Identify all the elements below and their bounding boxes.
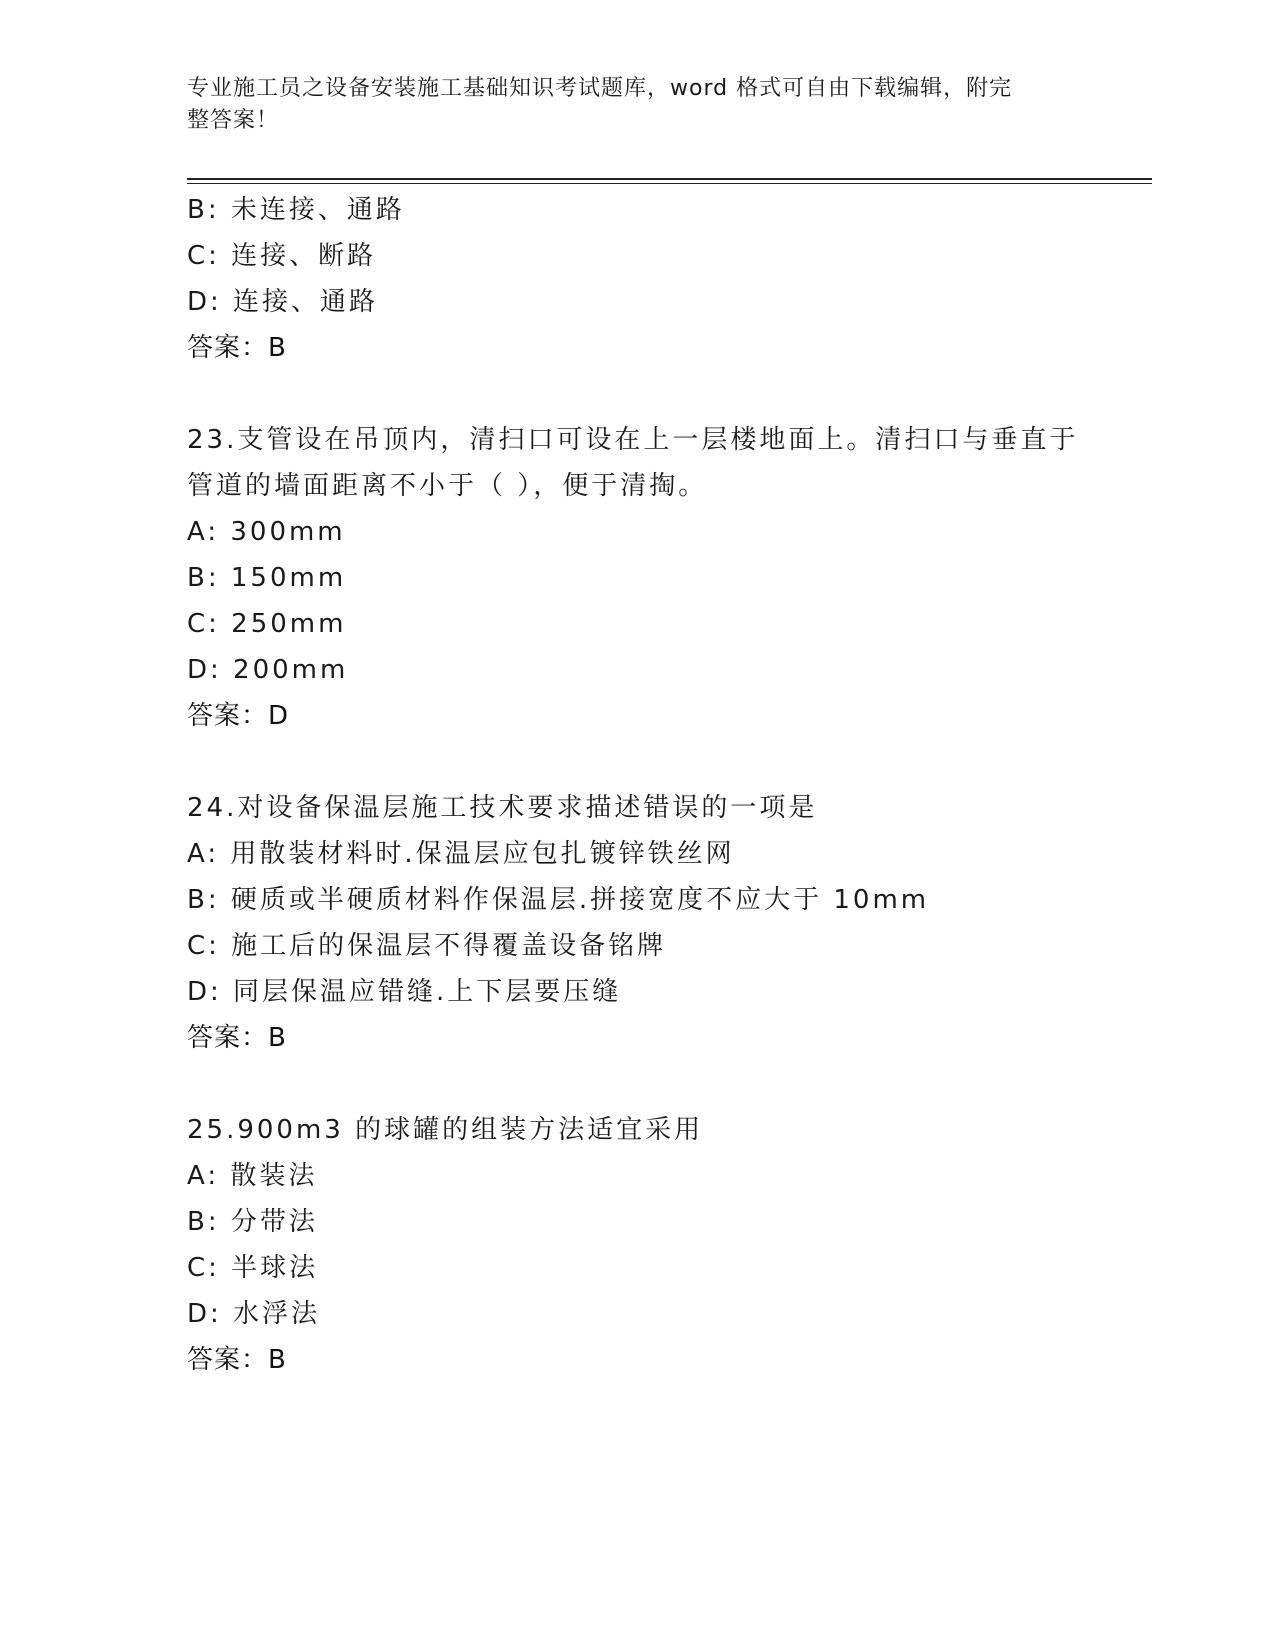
option-a: A: 散装法 bbox=[187, 1161, 318, 1191]
option-b: B: 150mm bbox=[187, 563, 347, 593]
document-header bbox=[187, 73, 1067, 137]
question-spacer bbox=[187, 371, 1087, 417]
header-divider-thick bbox=[187, 178, 1152, 180]
question-25 bbox=[187, 1107, 1087, 1383]
option-b: B: 未连接、通路 bbox=[187, 195, 405, 225]
answer-label: 答案：B bbox=[187, 1345, 287, 1375]
option-c: C: 施工后的保温层不得覆盖设备铭牌 bbox=[187, 931, 667, 961]
document-body bbox=[187, 187, 1087, 1383]
option-c: C: 连接、断路 bbox=[187, 241, 377, 271]
question-spacer bbox=[187, 739, 1087, 785]
option-a: A: 用散装材料时.保温层应包扎镀锌铁丝网 bbox=[187, 839, 735, 869]
option-d: D: 200mm bbox=[187, 655, 349, 685]
question-22-tail bbox=[187, 187, 1087, 371]
question-stem-line-2: 管道的墙面距离不小于（ ），便于清掏。 bbox=[187, 471, 708, 501]
option-a: A: 300mm bbox=[187, 517, 346, 547]
option-b: B: 分带法 bbox=[187, 1207, 318, 1237]
question-stem-line-1: 25.900m3 的球罐的组装方法适宜采用 bbox=[187, 1115, 704, 1145]
question-24 bbox=[187, 785, 1087, 1061]
question-stem-line-1: 23.支管设在吊顶内，清扫口可设在上一层楼地面上。清扫口与垂直于 bbox=[187, 425, 1079, 455]
option-c: C: 半球法 bbox=[187, 1253, 319, 1283]
question-stem-line-1: 24.对设备保温层施工技术要求描述错误的一项是 bbox=[187, 793, 818, 823]
answer-label: 答案：D bbox=[187, 701, 290, 731]
header-title-line-2: 整答案！ bbox=[187, 108, 280, 133]
option-d: D: 同层保温应错缝.上下层要压缝 bbox=[187, 977, 622, 1007]
option-d: D: 水浮法 bbox=[187, 1299, 321, 1329]
answer-label: 答案：B bbox=[187, 333, 287, 363]
option-d: D: 连接、通路 bbox=[187, 287, 379, 317]
header-divider-thin bbox=[187, 183, 1152, 184]
option-b: B: 硬质或半硬质材料作保温层.拼接宽度不应大于 10mm bbox=[187, 885, 930, 915]
option-c: C: 250mm bbox=[187, 609, 347, 639]
question-23 bbox=[187, 417, 1087, 739]
question-spacer bbox=[187, 1061, 1087, 1107]
answer-label: 答案：B bbox=[187, 1023, 287, 1053]
header-title-line-1: 专业施工员之设备安装施工基础知识考试题库，word 格式可自由下载编辑，附完 bbox=[187, 76, 1013, 101]
